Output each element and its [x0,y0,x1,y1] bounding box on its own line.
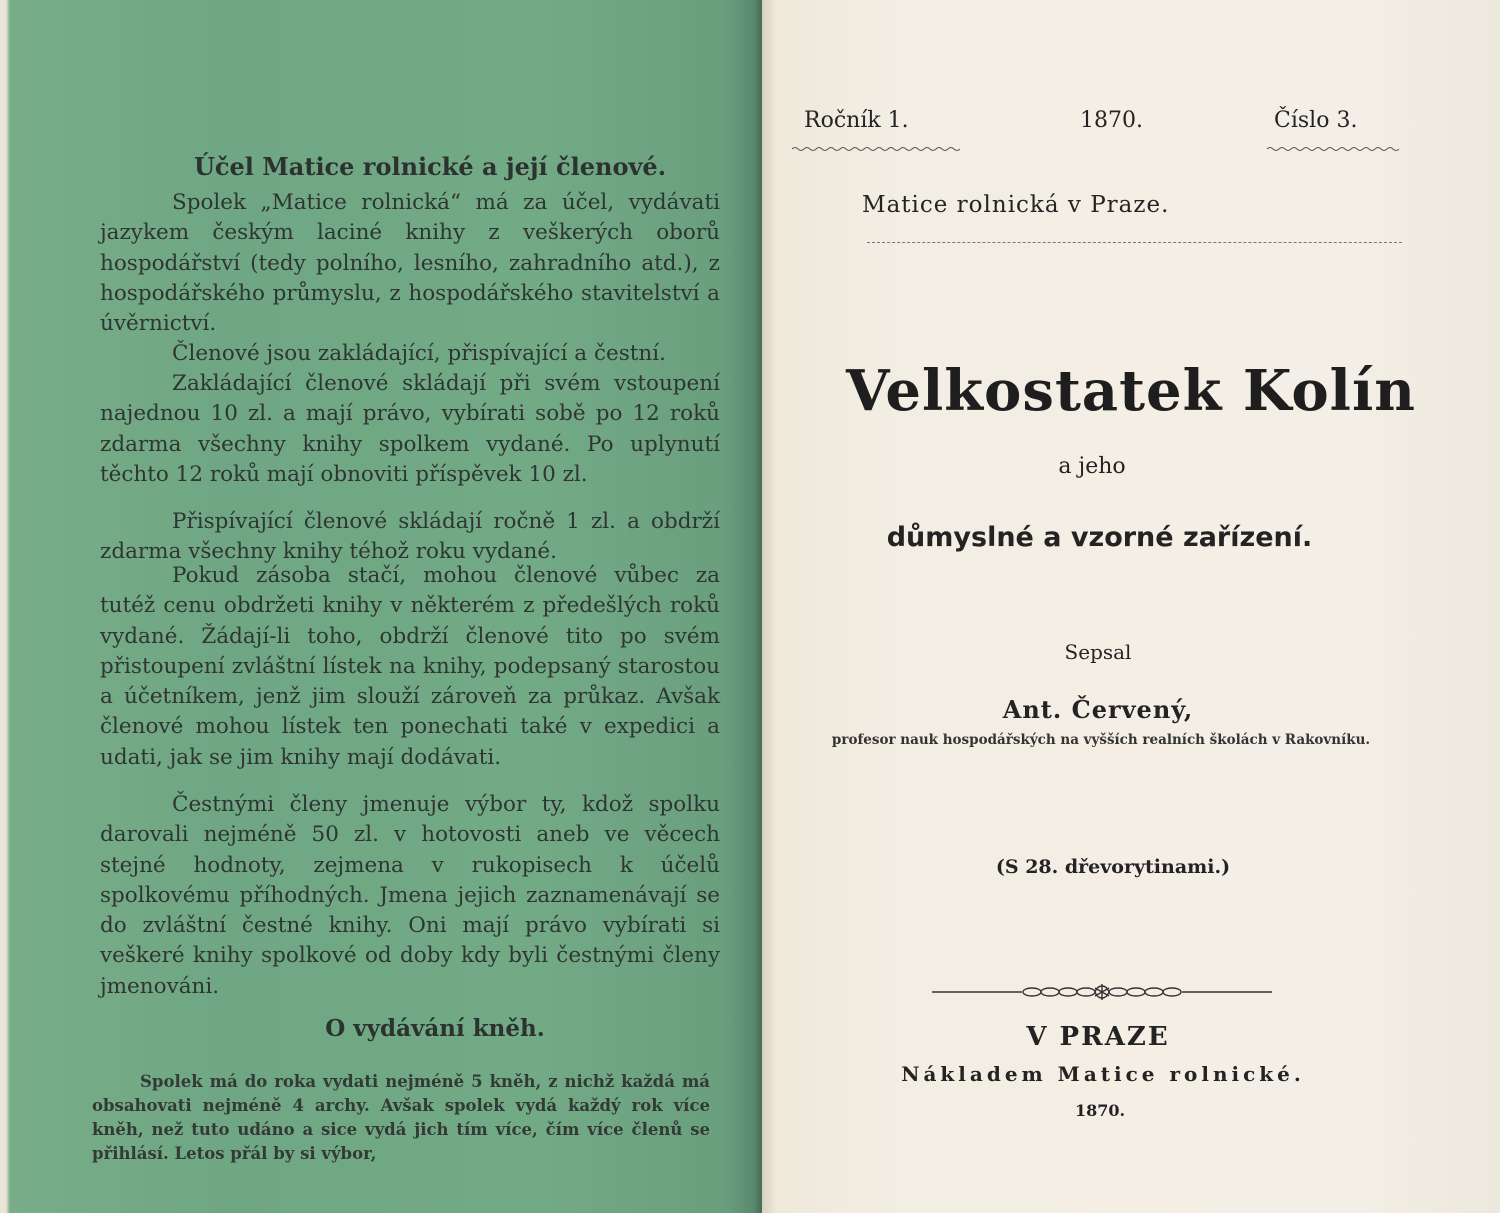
paragraph-purpose: Spolek „Matice rolnická“ má za účel, vydávati jazykem českým laciné knihy z veškerých oborů hospodářství (tedy polního, lesního, zahradního atd.), z hospodářského průmyslu, z hospodářského stavitelství a úvěrnictví. [100,190,720,337]
right-title-page [762,0,1500,1213]
book-title: Velkostatek Kolín [846,358,1416,424]
woodcuts-note: (S 28. dřevorytinami.) [995,856,1231,878]
paragraph-honorary-members: Čestnými členy jmenuje výbor ty, kdož spolku darovali nejméně 50 zl. v hotovosti aneb ve věcech stejné hodnoty, zejmena v rukopisech k účelů spolkovému příhodných. Jmena jejich zaznamenávají se do zvláštní čestné knihy. Oni mají právo vybírati si veškeré knihy spolkové od doby kdy byli čestnými členy jmenováni. [100,792,720,999]
series-rule [867,242,1402,243]
imprint-year: 1870. [1074,1101,1126,1120]
paragraph-stock-and-card: Pokud zásoba stačí, mohou členové vůbec za tutéž cenu obdržeti knihy v některém z předešlých roků vydané. Žádají-li toho, obdrží členové tito po svém přistoupení zvláštní lístek na knihy, podepsaný starostou a účetníkem, jenž jim slouží zároveň za průkaz. Avšak členové mohou lístek ten ponechati také v expedici a udati, jak se jim knihy mají dodávati. [100,563,720,770]
volume-label: Ročník 1. [804,108,909,133]
issue-label: Číslo 3. [1274,108,1358,133]
author-name: Ant. Červený, [1002,695,1194,724]
subtitle-connector: a jeho [1058,454,1126,479]
compiled-by-label: Sepsal [1064,640,1132,664]
header-year: 1870. [1080,108,1143,133]
author-affiliation: profesor nauk hospodářských na vyšších realních školách v Rakovníku. [831,732,1371,748]
wavy-rule-left [792,146,960,152]
wavy-rule-right [1267,146,1402,152]
subtitle: důmyslné a vzorné zařízení. [886,522,1313,553]
purpose-heading: Účel Matice rolnické a její členové. [193,152,667,181]
paragraph-publishing: Spolek má do roka vydati nejméně 5 kněh, z nichž každá má obsahovati nejméně 4 archy. Avšak spolek vydá každý rok více kněh, než tuto udáno a sice vydá jich tím více, čím více členů se přihlásí. Letos přál by si výbor, [92,1072,710,1163]
paragraph-member-types: Členové jsou zakládající, přispívající a čestní. [172,341,666,366]
ornament-divider [932,980,1272,1004]
paragraph-founding-members: Zakládající členové skládají při svém vstoupení najednou 10 zl. a mají právo, vybírati sobě po 12 roků zdarma všechny knihy spolkem vydané. Po uplynutí těchto 12 roků mají obnoviti příspěvek 10 zl. [100,371,720,487]
imprint-publisher: Nákladem Matice rolnické. [901,1062,1305,1086]
series-title: Matice rolnická v Praze. [862,192,1170,218]
paragraph-contributing-members: Přispívající členové skládají ročně 1 zl. a obdrží zdarma všechny knihy téhož roku vydané. [100,509,720,565]
imprint-city: V PRAZE [1026,1022,1170,1052]
publishing-heading: O vydávání kněh. [325,1015,545,1042]
